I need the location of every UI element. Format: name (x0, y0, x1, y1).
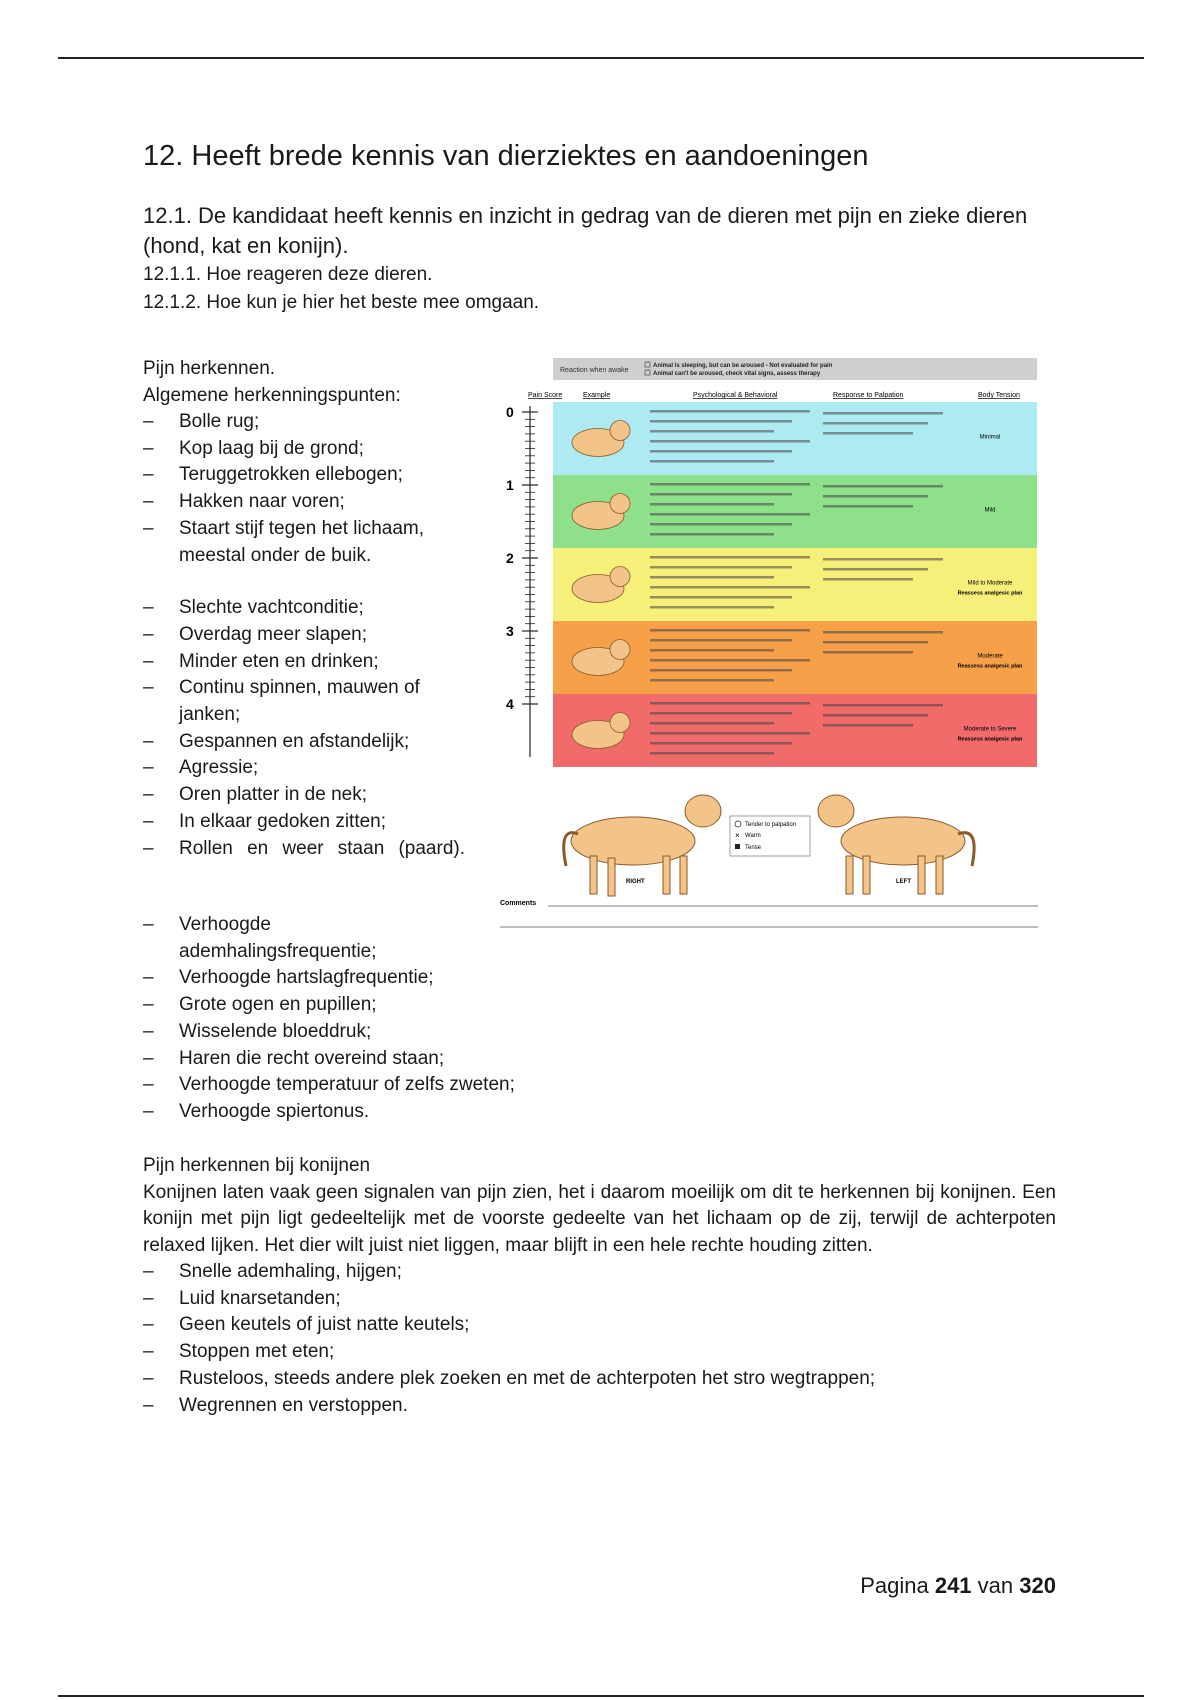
list-item: – Slechte vachtconditie; (143, 595, 465, 622)
physiology-list (143, 912, 743, 1126)
list-item: – Gespannen en afstandelijk; (143, 729, 465, 756)
page-middle: van (977, 1573, 1014, 1598)
left-column (143, 356, 465, 862)
list-item: – Minder eten en drinken; (143, 649, 465, 676)
top-rule (58, 57, 1144, 59)
list-item: – Continu spinnen, mauwen of janken; (143, 675, 465, 728)
header-note: Animal can't be aroused, check vital signs, assess therapy (653, 371, 821, 377)
scale-label: 4 (506, 696, 514, 712)
scale-label: 0 (506, 404, 514, 420)
pain-scale-axis (506, 404, 538, 757)
rabbit-list (143, 1259, 1056, 1419)
pain-scale-chart (498, 356, 1042, 936)
column-header: Example (583, 392, 611, 399)
tension-label: Minimal (979, 434, 1001, 441)
list-item: – Overdag meer slapen; (143, 622, 465, 649)
subsection-1: 12.1.1. Hoe reageren deze dieren. (143, 264, 433, 285)
reassess-label: Reassess analgesic plan (957, 590, 1023, 597)
list-item: – Staart stijf tegen het lichaam, meestal onder de buik. (143, 516, 465, 569)
column-header: Body Tension (978, 392, 1020, 399)
list-item: – Verhoogde hartslagfrequentie; (143, 965, 743, 992)
pain-band (553, 548, 1037, 621)
list-item: – Luid knarsetanden; (143, 1286, 1056, 1313)
pain-band (553, 694, 1037, 767)
rabbit-title: Pijn herkennen bij konijnen (143, 1155, 371, 1176)
header-label: Reaction when awake (560, 367, 629, 374)
list-item: – Verhoogde ademhalingsfrequentie; (143, 912, 743, 965)
posture-list (143, 409, 465, 569)
behavior-list (143, 595, 465, 862)
svg-text:×: × (735, 831, 740, 840)
physiology-list-block (143, 912, 743, 1126)
pain-band (553, 475, 1037, 548)
subheading: 12.1. De kandidaat heeft kennis en inzicht in gedrag van de dieren met pijn en zieke dieren (hond, kat en konijn). (143, 203, 1028, 258)
list-item: – Oren platter in de nek; (143, 782, 465, 809)
list-item: – Hakken naar voren; (143, 489, 465, 516)
list-item: – Kop laag bij de grond; (143, 436, 465, 463)
view-label: RIGHT (626, 879, 645, 885)
header-note: Animal is sleeping, but can be aroused - Not evaluated for pain (653, 363, 833, 369)
tension-label: Moderate to Severe (963, 726, 1017, 733)
subsection-2: 12.1.2. Hoe kun je hier het beste mee omgaan. (143, 292, 540, 313)
tension-label: Mild (984, 507, 996, 514)
tension-label: Mild to Moderate (967, 580, 1013, 587)
list-item: – Geen keutels of juist natte keutels; (143, 1312, 1056, 1339)
list-item: – Verhoogde spiertonus. (143, 1099, 743, 1126)
list-item: – Rollen en weer staan (paard). (143, 836, 465, 863)
reassess-label: Reassess analgesic plan (957, 663, 1023, 670)
list-item: – Wegrennen en verstoppen. (143, 1393, 1056, 1420)
page-heading: 12. Heeft brede kennis van dierziektes en aandoeningen (143, 140, 869, 172)
legend-item: Warm (745, 833, 761, 839)
rabbit-section (143, 1153, 1056, 1419)
list-item: – Teruggetrokken ellebogen; (143, 462, 465, 489)
list-item: – Grote ogen en pupillen; (143, 992, 743, 1019)
reassess-label: Reassess analgesic plan (957, 736, 1023, 743)
page-number (860, 1573, 1056, 1599)
total-pages: 320 (1019, 1573, 1056, 1598)
pain-bands (553, 402, 1037, 767)
list-item: – Wisselende bloeddruk; (143, 1019, 743, 1046)
pain-band (553, 621, 1037, 694)
list-item: – Verhoogde temperatuur of zelfs zweten; (143, 1072, 743, 1099)
intro-line-2: Algemene herkenningspunten: (143, 384, 401, 406)
page-prefix: Pagina (860, 1573, 929, 1598)
scale-label: 3 (506, 623, 514, 639)
list-item: – Stoppen met eten; (143, 1339, 1056, 1366)
scale-label: 2 (506, 550, 514, 566)
pain-band (553, 402, 1037, 475)
pain-scale-figure (498, 356, 1042, 936)
column-header: Pain Score (528, 392, 563, 399)
legend-item: Tense (745, 845, 762, 851)
tension-label: Moderate (977, 653, 1003, 660)
rabbit-paragraph: Konijnen laten vaak geen signalen van pijn zien, het i daarom moeilijk om dit te herkennen bij konijnen. Een konijn met pijn ligt gedeeltelijk met de voorste gedeelte van het lichaam op de zij, terwijl de achterpoten relaxed lijken. Het dier wilt juist niet liggen, maar blijft in een hele rechte houding zitten. (143, 1181, 1056, 1256)
list-item: – Rusteloos, steeds andere plek zoeken en met de achterpoten het stro wegtrappen; (143, 1366, 1056, 1393)
column-header: Psychological & Behavioral (693, 392, 778, 399)
list-item: – Agressie; (143, 755, 465, 782)
legend-item: Tender to palpation (745, 822, 797, 828)
header-block (143, 140, 1058, 317)
intro-line-1: Pijn herkennen. (143, 358, 276, 379)
column-header: Response to Palpation (833, 392, 904, 399)
list-item: – Haren die recht overeind staan; (143, 1046, 743, 1073)
view-label: LEFT (896, 879, 911, 885)
scale-label: 1 (506, 477, 514, 493)
bottom-rule (58, 1695, 1144, 1697)
list-item: – Bolle rug; (143, 409, 465, 436)
comments-label: Comments (500, 900, 537, 907)
list-item: – In elkaar gedoken zitten; (143, 809, 465, 836)
current-page: 241 (934, 1573, 972, 1598)
list-item: – Snelle ademhaling, hijgen; (143, 1259, 1056, 1286)
